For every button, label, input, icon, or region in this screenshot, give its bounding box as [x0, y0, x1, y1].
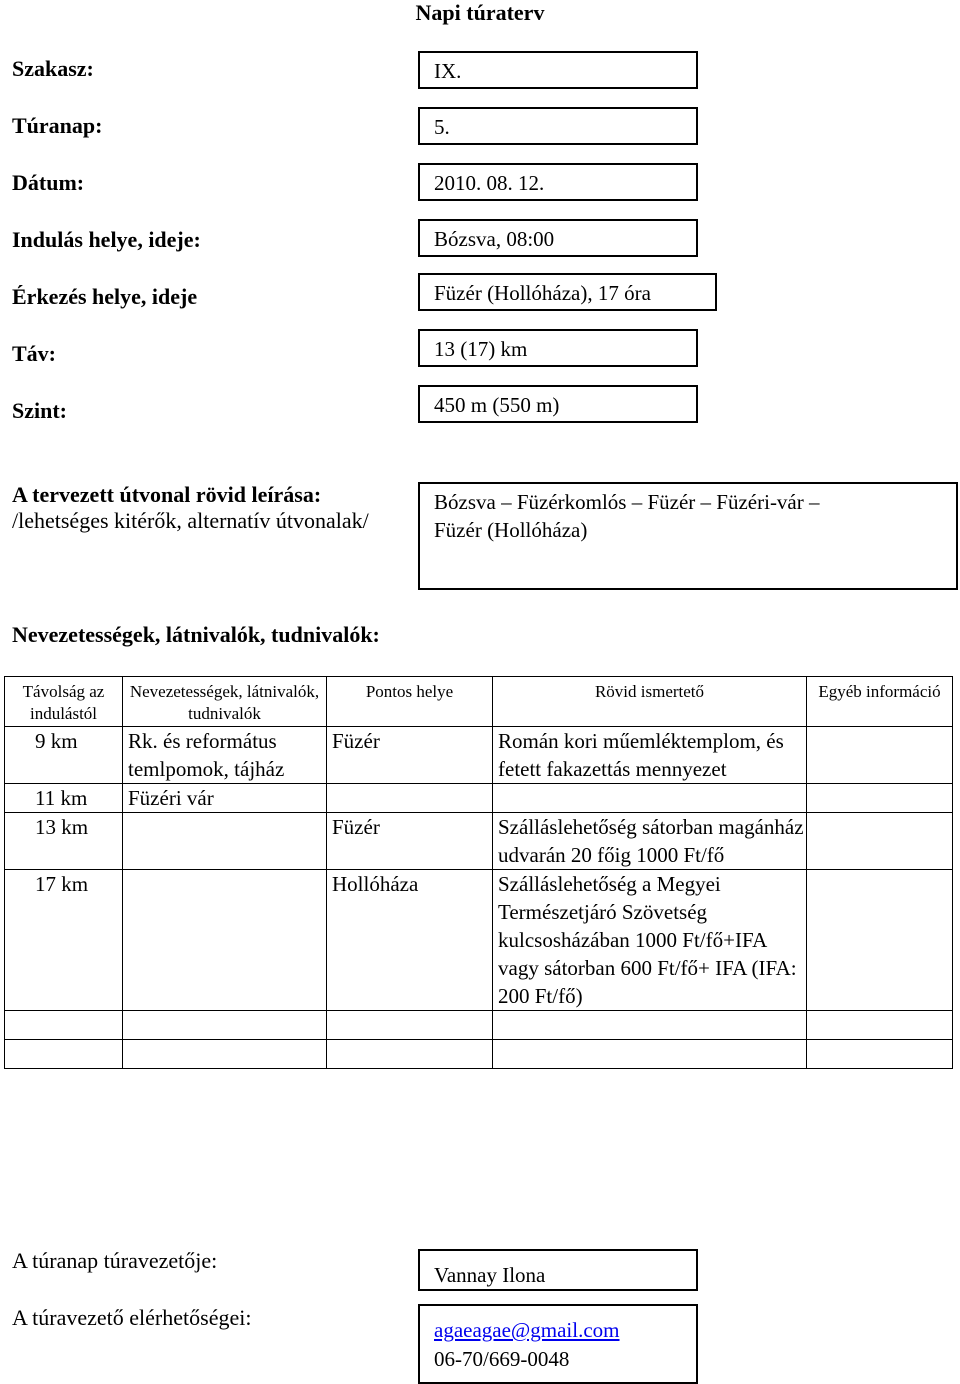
- leader-label: A túranap túravezetője:: [12, 1248, 218, 1273]
- field-label-turanap: Túranap:: [12, 113, 103, 138]
- field-value-erkezes: Füzér (Hollóháza), 17 óra: [434, 281, 651, 305]
- field-value-tav: 13 (17) km: [434, 337, 528, 361]
- field-value-szakasz: IX.: [434, 59, 462, 83]
- field-label-szint: Szint:: [12, 398, 67, 423]
- table-row: [5, 870, 953, 1011]
- cell-sights: Rk. és református temlpomok, tájház: [123, 727, 327, 784]
- route-label: [12, 482, 369, 534]
- cell-other: [807, 1040, 953, 1069]
- field-value-szint: 450 m (550 m): [434, 393, 560, 417]
- route-label-line1: A tervezett útvonal rövid leírása:: [12, 482, 322, 507]
- cell-sights: [123, 813, 327, 870]
- header-other: Egyéb információ: [807, 677, 953, 727]
- table-header-row: [5, 677, 953, 727]
- table-row: [5, 1040, 953, 1069]
- cell-other: [807, 870, 953, 1011]
- cell-other: [807, 727, 953, 784]
- header-description: Rövid ismertető: [493, 677, 807, 727]
- cell-description: Szálláslehetőség a Megyei Természetjáró Szövetség kulcsosházában 1000 Ft/fő+IFA vagy sátorban 600 Ft/fő+ IFA (IFA: 200 Ft/fő): [493, 870, 807, 1011]
- cell-distance: [5, 1040, 123, 1069]
- cell-description: [493, 784, 807, 813]
- cell-description: [493, 1040, 807, 1069]
- field-label-tav: Táv:: [12, 341, 56, 366]
- field-label-indulas: Indulás helye, ideje:: [12, 227, 201, 252]
- cell-distance: 13 km: [5, 813, 123, 870]
- cell-location: Füzér: [327, 813, 493, 870]
- field-label-datum: Dátum:: [12, 170, 85, 195]
- cell-sights: [123, 1040, 327, 1069]
- header-location: Pontos helye: [327, 677, 493, 727]
- email-link[interactable]: agaeagae@gmail.com: [434, 1318, 620, 1342]
- table-row: [5, 784, 953, 813]
- field-label-szakasz: Szakasz:: [12, 56, 94, 81]
- route-label-line2: /lehetséges kitérők, alternatív útvonalak/: [12, 508, 369, 533]
- field-label-erkezes: Érkezés helye, ideje: [12, 284, 198, 309]
- cell-other: [807, 784, 953, 813]
- cell-location: Füzér: [327, 727, 493, 784]
- cell-location: Hollóháza: [327, 870, 493, 1011]
- phone-number: 06-70/669-0048: [434, 1347, 570, 1371]
- route-box: [418, 482, 958, 590]
- cell-sights: [123, 1011, 327, 1040]
- table-row: [5, 1011, 953, 1040]
- cell-description: Román kori műemléktemplom, és fetett fakazettás mennyezet: [493, 727, 807, 784]
- field-box-erkezes: [418, 273, 717, 311]
- sights-table: [4, 676, 953, 1069]
- cell-sights: Füzéri vár: [123, 784, 327, 813]
- cell-distance: [5, 1011, 123, 1040]
- field-box-turanap: [418, 107, 698, 145]
- header-sights: Nevezetességek, látnivalók, tudnivalók: [123, 677, 327, 727]
- header-distance: Távolság az indulástól: [5, 677, 123, 727]
- cell-location: [327, 1040, 493, 1069]
- cell-description: Szálláslehetőség sátorban magánház udvarán 20 főig 1000 Ft/fő: [493, 813, 807, 870]
- field-box-tav: [418, 329, 698, 367]
- sights-heading: Nevezetességek, látnivalók, tudnivalók:: [12, 622, 380, 647]
- cell-other: [807, 813, 953, 870]
- route-value-line2: Füzér (Hollóháza): [434, 518, 588, 542]
- field-value-datum: 2010. 08. 12.: [434, 171, 545, 195]
- field-value-indulas: Bózsva, 08:00: [434, 227, 555, 251]
- cell-location: [327, 1011, 493, 1040]
- cell-location: [327, 784, 493, 813]
- field-box-datum: [418, 163, 698, 201]
- cell-other: [807, 1011, 953, 1040]
- field-value-turanap: 5.: [434, 115, 450, 139]
- cell-distance: 9 km: [5, 727, 123, 784]
- cell-distance: 17 km: [5, 870, 123, 1011]
- route-value-line1: Bózsva – Füzérkomlós – Füzér – Füzéri-vár –: [434, 490, 820, 514]
- cell-sights: [123, 870, 327, 1011]
- contact-box: [418, 1304, 698, 1384]
- cell-distance: 11 km: [5, 784, 123, 813]
- leader-name: Vannay Ilona: [434, 1263, 546, 1287]
- table-row: [5, 727, 953, 784]
- leader-box: [418, 1249, 698, 1291]
- cell-description: [493, 1011, 807, 1040]
- field-box-szakasz: [418, 51, 698, 89]
- page-title: Napi túraterv: [415, 0, 545, 25]
- field-box-indulas: [418, 219, 698, 257]
- contact-label: A túravezető elérhetőségei:: [12, 1305, 252, 1330]
- field-box-szint: [418, 385, 698, 423]
- table-row: [5, 813, 953, 870]
